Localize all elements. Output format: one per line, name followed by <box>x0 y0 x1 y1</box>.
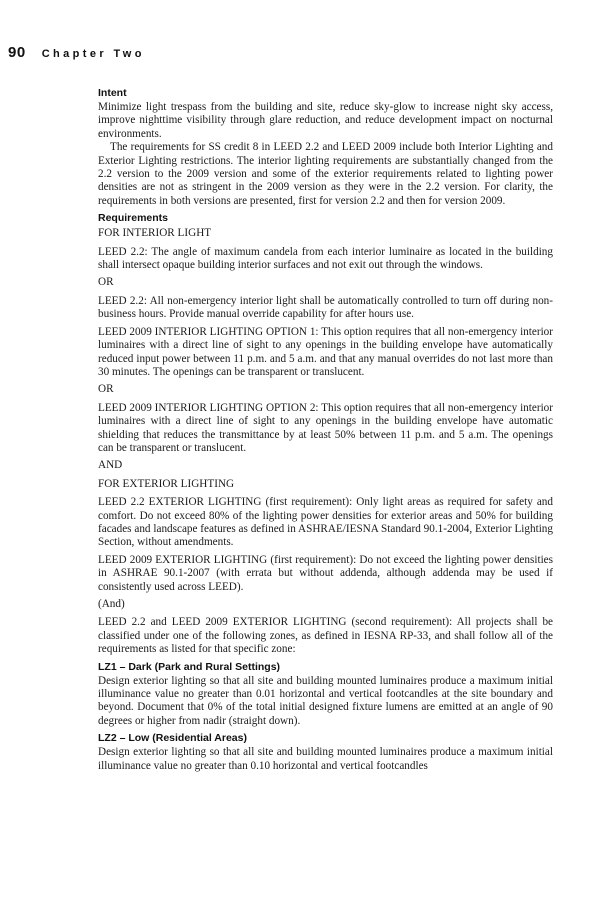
leed2009-interior-option-2: LEED 2009 INTERIOR LIGHTING OPTION 2: This option requires that all non-emergency interior luminaires with a direct line of sight to any openings in the building envelope have automatic shielding that reduces the transmittance by at least 50% between 11 p.m. and 5 a.m. The openings can be transparent or translucent. <box>98 401 553 454</box>
and-separator: AND <box>98 459 123 472</box>
chapter-title: Chapter Two <box>41 48 145 60</box>
intent-heading: Intent <box>98 87 127 99</box>
lz1-text: Design exterior lighting so that all site and building mounted luminaires produce a maximum initial illuminance value no greater than 0.01 horizontal and vertical footcandles at the site boundary and beyond. Document that 0% of the total initial designed fixture lumens are emitted at an angle of 90 degrees or higher from nadir (straight down). <box>98 674 553 727</box>
lz2-heading: LZ2 – Low (Residential Areas) <box>98 732 247 745</box>
leed2009-interior-option-1: LEED 2009 INTERIOR LIGHTING OPTION 1: This option requires that all non-emergency interior luminaires with a direct line of sight to any openings in the building envelope have automatically reduced input power between 11 p.m. and 5 a.m. and that any manual overrides do not last more than 30 minutes. The openings can be transparent or translucent. <box>98 325 553 378</box>
leed22-interior-requirement-1: LEED 2.2: The angle of maximum candela from each interior luminaire as located in the building shall intersect opaque building interior surfaces and not exit out through the windows. <box>98 245 553 272</box>
requirements-heading: Requirements <box>98 212 169 225</box>
running-head <box>8 44 145 61</box>
exterior-second-requirement: LEED 2.2 and LEED 2009 EXTERIOR LIGHTING (second requirement): All projects shall be classified under one of the following zones, as defined in IESNA RP-33, and shall follow all of the requirements as listed for that specific zone: <box>98 616 553 656</box>
interior-light-label: FOR INTERIOR LIGHT <box>98 227 212 240</box>
intent-paragraph: Minimize light trespass from the building and site, reduce sky-glow to increase night sky access, improve nighttime visibility through glare reduction, and reduce development impact on nocturnal environments. <box>98 101 553 140</box>
leed22-exterior-first-requirement: LEED 2.2 EXTERIOR LIGHTING (first requirement): Only light areas as required for safety and comfort. Do not exceed 80% of the lighting power densities for exterior areas and 50% for building facades and landscape features as defined in ASHRAE/IESNA Standard 90.1-2004, Exterior Lighting Section, without amendments. <box>98 496 553 549</box>
lz1-heading: LZ1 – Dark (Park and Rural Settings) <box>98 660 281 673</box>
intent-paragraph-2: The requirements for SS credit 8 in LEED 2.2 and LEED 2009 include both Interior Lighting and Exterior Lighting restrictions. The interior lighting requirements are substantially changed from the 2.2 version to the 2009 version and some of the exterior requirements related to lighting power densities are not as stringent in the 2009 version as they were in the 2.2 version. For clarity, the requirements in both versions are presented, first for version 2.2 and then for version 2009. <box>98 141 553 207</box>
exterior-lighting-label: FOR EXTERIOR LIGHTING <box>98 477 235 490</box>
lz2-text: Design exterior lighting so that all site and building mounted luminaires produce a maximum initial illuminance value no greater than 0.10 horizontal and vertical footcandles <box>98 746 553 772</box>
and-paren-separator: (And) <box>98 598 125 610</box>
leed2009-exterior-first-requirement: LEED 2009 EXTERIOR LIGHTING (first requirement): Do not exceed the lighting power densities in ASHRAE 90.1-2007 (with errata but without addenda, although addenda may be used if consistently used across LEED). <box>98 553 553 593</box>
page-number: 90 <box>8 44 26 61</box>
body-text <box>98 87 553 777</box>
or-separator: OR <box>98 383 114 396</box>
leed22-interior-requirement-2: LEED 2.2: All non-emergency interior light shall be automatically controlled to turn off during non-business hours. Provide manual override capability for after hours use. <box>98 294 553 321</box>
or-separator: OR <box>98 276 114 289</box>
